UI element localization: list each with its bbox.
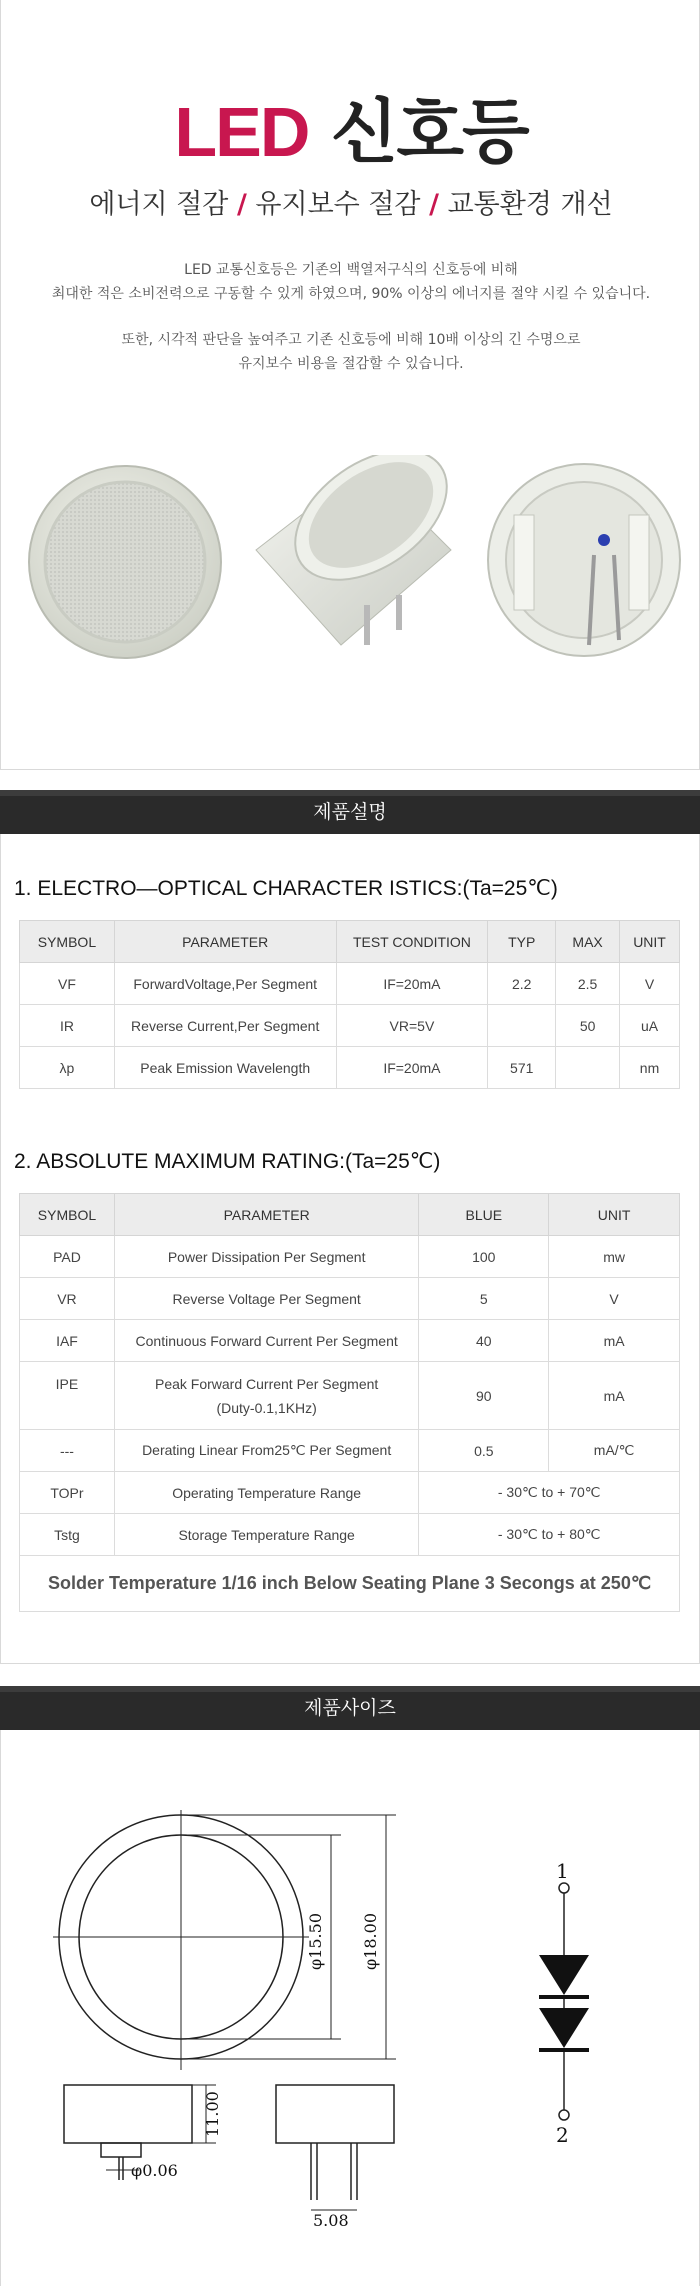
column-header: UNIT [549,1194,680,1236]
table-row [20,1430,680,1472]
table-row [20,1472,680,1514]
column-header: TEST CONDITION [336,921,488,963]
dimension-panel [0,1730,700,2286]
table-row [20,1047,680,1089]
subtitle-traffic: 교통환경 개선 [447,189,613,220]
intro-panel [0,0,700,770]
table-cell: TOPr [20,1472,115,1514]
table-cell: V [549,1278,680,1320]
table-row [20,1514,680,1556]
table-header-row [20,1194,680,1236]
pin2-label: 2 [556,2123,569,2147]
column-header: SYMBOL [20,1194,115,1236]
table2-heading: 2. ABSOLUTE MAXIMUM RATING:(Ta=25℃) [14,1150,441,1173]
column-header: SYMBOL [20,921,115,963]
column-header: PARAMETER [114,921,336,963]
subtitle-energy: 에너지 절감 [89,189,229,220]
diode-1-bar [539,1995,589,1999]
table-cell: Derating Linear From25℃ Per Segment [114,1430,419,1472]
column-header: MAX [556,921,620,963]
description-line: 유지보수 비용을 절감할 수 있습니다. [238,356,464,372]
table-cell: 100 [419,1236,549,1278]
table-cell: Reverse Voltage Per Segment [114,1278,419,1320]
table-cell: Tstg [20,1514,115,1556]
table-cell: mA [549,1320,680,1362]
table-cell: Peak Emission Wavelength [114,1047,336,1089]
product-photo-front [25,462,225,662]
dim-outer-label: φ18.00 [361,1912,380,1970]
column-header: PARAMETER [114,1194,419,1236]
table-cell: Continuous Forward Current Per Segment [114,1320,419,1362]
spec-panel [0,834,700,1664]
table-cell: 40 [419,1320,549,1362]
table-cell: mA/℃ [549,1430,680,1472]
table-row [20,1005,680,1047]
diode-2-bar [539,2048,589,2052]
table-cell: 50 [556,1005,620,1047]
table-cell: 5 [419,1278,549,1320]
description-line: LED 교통신호등은 기존의 백열저구식의 신호등에 비해 [184,262,518,278]
table-cell: 2.2 [488,963,556,1005]
section-bar-product-size [0,1686,700,1730]
table-cell: λp [20,1047,115,1089]
diode-2 [539,2008,589,2048]
table-cell: mw [549,1236,680,1278]
table-cell: uA [620,1005,680,1047]
pin1-label: 1 [556,1859,569,1883]
subtitle-maintenance: 유지보수 절감 [255,189,421,220]
description-line: 또한, 시각적 판단을 높여주고 기존 신호등에 비해 10배 이상의 긴 수명으로 [121,332,581,348]
side-view-body [64,2085,192,2143]
table-row [20,963,680,1005]
table-cell [488,1005,556,1047]
cell-line: Peak Forward Current Per Segment [154,1375,379,1392]
table-cell: Reverse Current,Per Segment [114,1005,336,1047]
diode-1 [539,1955,589,1995]
table1-heading: 1. ELECTRO—OPTICAL CHARACTER ISTICS:(Ta=25℃) [14,877,558,900]
dimension-drawing [1,1730,699,2286]
hero-title-led: LED [174,93,309,171]
table-cell: IF=20mA [336,1047,488,1089]
table-cell [556,1047,620,1089]
description-line: 최대한 적은 소비전력으로 구동할 수 있게 하였으며, 90% 이상의 에너지를 절약 시킬 수 있습니다. [51,286,651,302]
table-cell: - 30℃ to + 80℃ [419,1514,680,1556]
subtitle-slash: / [236,189,247,220]
product-photo-back [479,455,684,670]
column-header: BLUE [419,1194,549,1236]
table-header-row [20,921,680,963]
table-row [20,1362,680,1430]
table-cell: IR [20,1005,115,1047]
solder-temperature-note: Solder Temperature 1/16 inch Below Seating Plane 3 Secongs at 250℃ [20,1556,680,1612]
pin2-terminal [559,2110,569,2120]
table-cell: IPE [20,1362,115,1430]
table-footer-row [20,1556,680,1612]
table-cell: IF=20mA [336,963,488,1005]
table-cell: - 30℃ to + 70℃ [419,1472,680,1514]
table-cell: PAD [20,1236,115,1278]
front-view-body [276,2085,394,2143]
table-cell: --- [20,1430,115,1472]
table-cell: mA [549,1362,680,1430]
table-cell: nm [620,1047,680,1089]
description-paragraph-2 [1,328,700,376]
table-cell: ForwardVoltage,Per Segment [114,963,336,1005]
hero-title [1,92,700,172]
table-cell: 0.5 [419,1430,549,1472]
column-header: TYP [488,921,556,963]
table-cell: VF [20,963,115,1005]
table-cell: Power Dissipation Per Segment [114,1236,419,1278]
absolute-max-rating-table [19,1193,680,1612]
table-cell [114,1362,419,1430]
table-cell: IAF [20,1320,115,1362]
hero-title-korean: 신호등 [330,91,528,173]
description-paragraph-1 [1,258,700,306]
table-cell: 571 [488,1047,556,1089]
table-cell: Operating Temperature Range [114,1472,419,1514]
pin1-terminal [559,1883,569,1893]
product-photo-angled [246,455,461,675]
dim-inner-label: φ15.50 [306,1912,325,1970]
table-cell: 90 [419,1362,549,1430]
dim-pin-label: φ0.06 [131,2161,178,2180]
table-cell: V [620,963,680,1005]
table-cell: VR [20,1278,115,1320]
section-bar-product-description [0,790,700,834]
dim-pitch-label: 5.08 [313,2211,349,2230]
subtitle-slash: / [429,189,439,220]
dim-height-label: 11.00 [203,2091,222,2137]
table-row [20,1278,680,1320]
table-cell: VR=5V [336,1005,488,1047]
section-bar-label: 제품사이즈 [304,1697,396,1719]
table-row [20,1236,680,1278]
electro-optical-table [19,920,680,1089]
cell-line: (Duty-0.1,1KHz) [216,1399,317,1416]
table-cell: 2.5 [556,963,620,1005]
hero-subtitle [1,182,700,221]
table-row [20,1320,680,1362]
column-header: UNIT [620,921,680,963]
section-bar-label: 제품설명 [313,801,387,823]
table-cell: Storage Temperature Range [114,1514,419,1556]
